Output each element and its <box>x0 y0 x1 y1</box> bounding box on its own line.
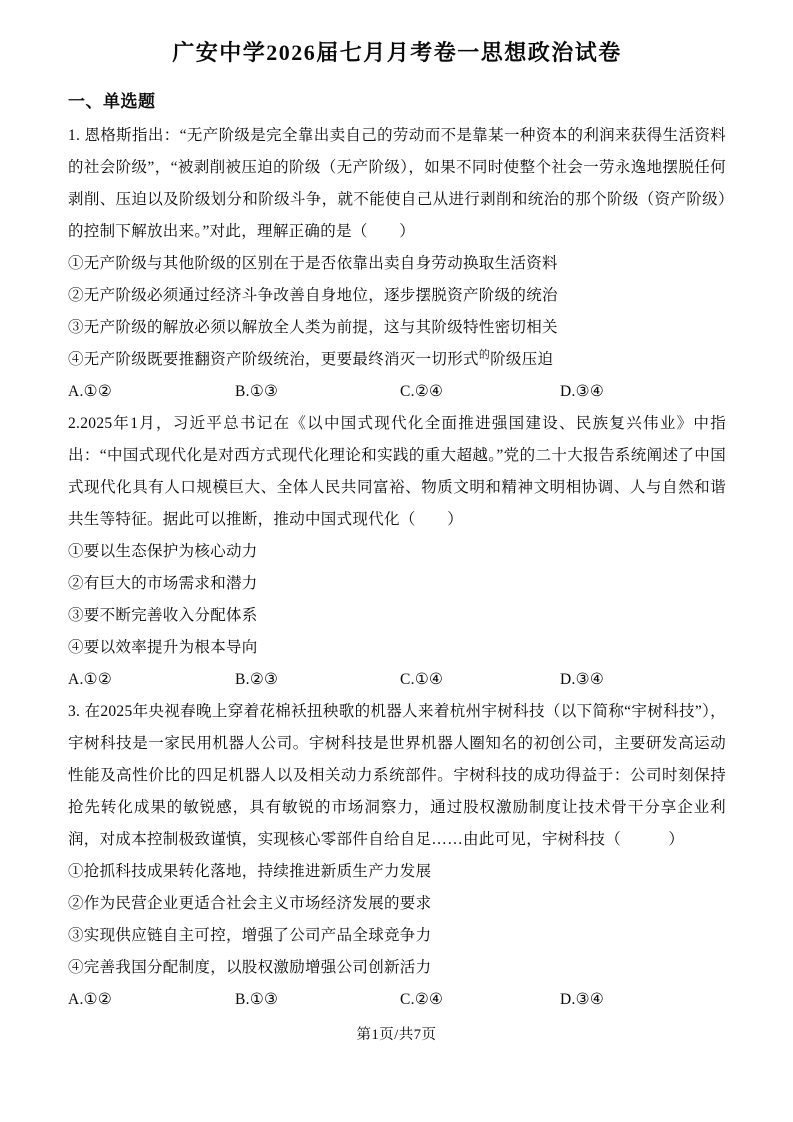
question-statement: ②有巨大的市场需求和潜力 <box>68 575 258 592</box>
question-stem: 2.2025年1月，习近平总书记在《以中国式现代化全面推进强国建设、民族复兴伟业》中指出：“中国式现代化是对西方式现代化理论和实践的重大超越。”党的二十大报告系统阐述了中国式现代化具有人口规模巨大、全体人民共同富裕、物质文明和精神文明相协调、人与自然和谐共生等特征。据此可以推断，推动中国式现代化（ ） <box>68 415 726 528</box>
option-a: A.①② <box>68 383 113 400</box>
option-d: D.③④ <box>560 991 605 1008</box>
question-statement: ①无产阶级与其他阶级的区别在于是否依靠出卖自身劳动换取生活资料 <box>68 255 558 272</box>
statement-text: 阶级压迫 <box>490 351 554 368</box>
page-footer: 第1页/共7页 <box>356 1027 437 1043</box>
option-b: B.①③ <box>235 991 279 1008</box>
question-statement: ③实现供应链自主可控，增强了公司产品全球竞争力 <box>68 927 432 944</box>
question-3 <box>68 696 726 1016</box>
question-statement: ③要不断完善收入分配体系 <box>68 607 258 624</box>
question-statement: ①抢抓科技成果转化落地，持续推进新质生产力发展 <box>68 863 432 880</box>
question-statement: ④完善我国分配制度，以股权激励增强公司创新活力 <box>68 959 432 976</box>
question-2 <box>68 408 726 696</box>
options-row <box>68 984 726 1016</box>
question-statement <box>68 344 726 376</box>
options-row <box>68 664 726 696</box>
option-d: D.③④ <box>560 383 605 400</box>
question-statement: ③无产阶级的解放必须以解放全人类为前提，这与其阶级特性密切相关 <box>68 319 558 336</box>
page-title: 广安中学2026届七月月考卷一思想政治试卷 <box>172 40 622 65</box>
option-c: C.②④ <box>400 383 444 400</box>
question-statement: ②无产阶级必须通过经济斗争改善自身地位，逐步摆脱资产阶级的统治 <box>68 287 558 304</box>
option-b: B.②③ <box>235 671 279 688</box>
option-b: B.①③ <box>235 383 279 400</box>
question-statement: ①要以生态保护为核心动力 <box>68 543 258 560</box>
question-stem: 1. 恩格斯指出：“无产阶级是完全靠出卖自己的劳动而不是靠某一种资本的利润来获得生活资料的社会阶级”，“被剥削被压迫的阶级（无产阶级），如果不同时使整个社会一劳永逸地摆脱任何剥削、压迫以及阶级划分和阶级斗争，就不能使自己从进行剥削和统治的那个阶级（资产阶级）的控制下解放出来。”对此，理解正确的是（ ） <box>68 127 726 240</box>
question-statement: ④要以效率提升为根本导向 <box>68 639 258 656</box>
option-c: C.①④ <box>400 671 444 688</box>
option-d: D.③④ <box>560 671 605 688</box>
statement-superscript: 的 <box>478 348 491 361</box>
option-c: C.②④ <box>400 991 444 1008</box>
section-heading: 一、单选题 <box>68 92 156 111</box>
option-a: A.①② <box>68 671 113 688</box>
options-row <box>68 376 726 408</box>
option-a: A.①② <box>68 991 113 1008</box>
statement-text: ④无产阶级既要推翻资产阶级统治，更要最终消灭一切形式 <box>68 351 479 368</box>
question-statement: ②作为民营企业更适合社会主义市场经济发展的要求 <box>68 895 432 912</box>
question-1 <box>68 120 726 408</box>
question-stem: 3. 在2025年央视春晚上穿着花棉袄扭秧歌的机器人来着杭州宇树科技（以下简称“宇树科技”），宇树科技是一家民用机器人公司。宇树科技是世界机器人圈知名的初创公司，主要研发高运动性能及高性价比的四足机器人以及相关动力系统部件。宇树科技的成功得益于：公司时刻保持抢先转化成果的敏锐感，具有敏锐的市场洞察力，通过股权激励制度让技术骨干分享企业利润，对成本控制极致谨慎，实现核心零部件自给自足……由此可见，宇树科技（ ） <box>68 703 726 848</box>
